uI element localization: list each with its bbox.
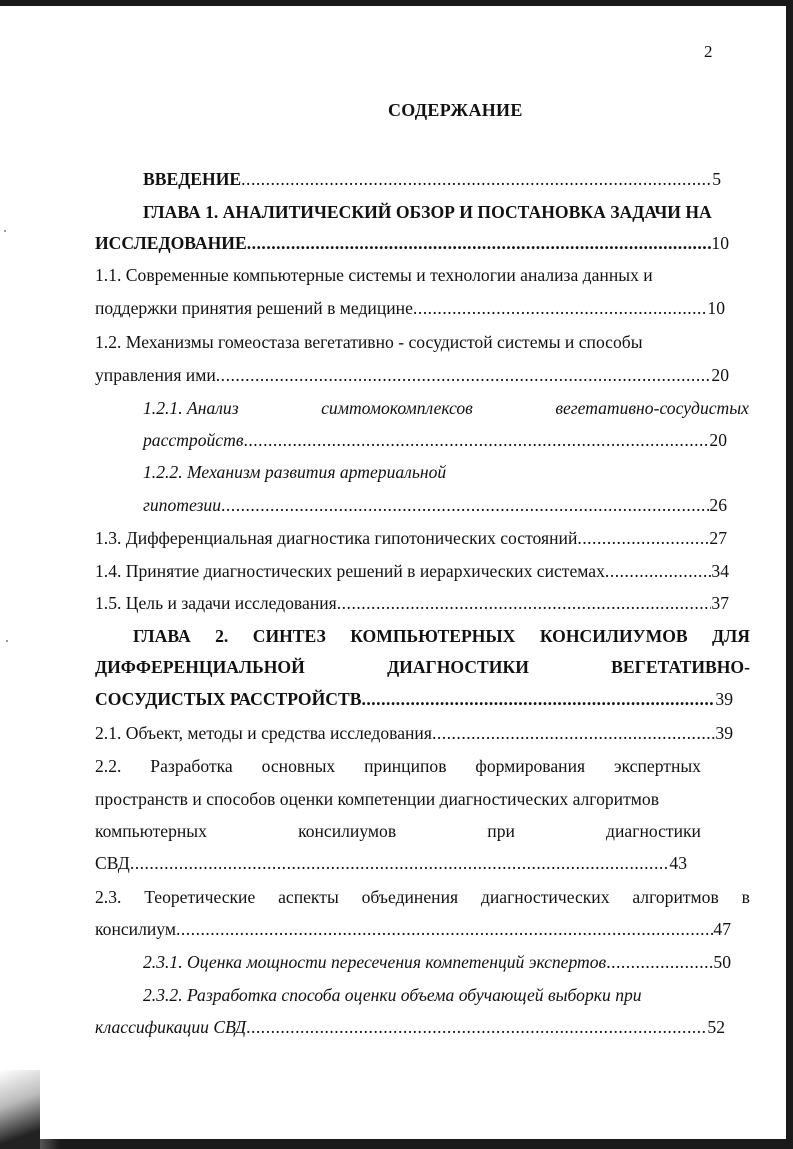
- scan-speck: [6, 640, 8, 642]
- toc-word: КОМПЬЮТЕРНЫХ: [350, 626, 516, 646]
- toc-page-number: 20: [711, 365, 729, 385]
- scan-border-top: [0, 0, 793, 6]
- toc-word: принципов: [364, 756, 447, 776]
- toc-subsection-2-3-2-line1: 2.3.2. Разработка способа оценки объема обучающей выборки при: [143, 985, 642, 1005]
- toc-section-2-2-line3: [95, 820, 701, 842]
- toc-page-number: 52: [707, 1017, 725, 1037]
- toc-chapter-1-line1: ГЛАВА 1. АНАЛИТИЧЕСКИЙ ОБЗОР И ПОСТАНОВКА ЗАДАЧИ НА: [143, 202, 712, 222]
- dot-leader: [361, 688, 715, 710]
- toc-word: диагностики: [606, 821, 701, 841]
- toc-word: вегетативно-сосудистых: [555, 398, 749, 418]
- toc-page-number: 10: [711, 233, 729, 253]
- toc-section-2-3-line2: [95, 918, 731, 940]
- toc-page-number: 37: [711, 593, 729, 613]
- toc-page-number: 50: [713, 952, 731, 972]
- toc-word: 2.2.: [95, 756, 122, 776]
- dot-leader: [246, 1016, 707, 1038]
- toc-subsection-1-2-2-line2: [143, 494, 727, 516]
- toc-page-number: 43: [669, 853, 687, 873]
- toc-entry-text: гипотезии: [143, 495, 221, 515]
- toc-entry-text: 2.1. Объект, методы и средства исследования: [95, 723, 432, 743]
- toc-section-1-2-line2: [95, 364, 729, 386]
- toc-chapter-2-line3: [95, 688, 733, 710]
- dot-leader: [606, 951, 713, 973]
- toc-word: СИНТЕЗ: [252, 626, 326, 646]
- toc-word: 1.2.1. Анализ: [143, 398, 239, 418]
- scan-border-right: [786, 0, 793, 1149]
- dot-leader: [432, 722, 715, 744]
- toc-section-1-1-line2: [95, 297, 725, 319]
- toc-word: объединения: [361, 887, 459, 907]
- toc-section-2-1: [95, 722, 733, 744]
- dot-leader: [413, 297, 707, 319]
- toc-word: КОНСИЛИУМОВ: [539, 626, 688, 646]
- toc-subsection-2-3-2-line2: [95, 1016, 725, 1038]
- toc-entry-text: 1.4. Принятие диагностических решений в иерархических системах: [95, 561, 605, 581]
- scan-border-bottom: [0, 1139, 793, 1149]
- dot-leader: [577, 527, 709, 549]
- toc-word: 2.3.: [95, 887, 122, 907]
- toc-page-number: 20: [709, 430, 727, 450]
- toc-subsection-1-2-1-line1: [143, 397, 749, 419]
- toc-word: консилиумов: [298, 821, 397, 841]
- toc-page-number: 5: [712, 169, 721, 189]
- toc-entry-text: 2.3.1. Оценка мощности пересечения компетенций экспертов: [143, 952, 607, 972]
- toc-page-number: 47: [713, 919, 731, 939]
- toc-word: ДИФФЕРЕНЦИАЛЬНОЙ: [95, 657, 305, 677]
- toc-page-number: 26: [709, 495, 727, 515]
- toc-entry-text: управления ими: [95, 365, 216, 385]
- toc-word: экспертных: [614, 756, 701, 776]
- toc-entry-text: расстройств: [143, 430, 244, 450]
- toc-entry-text: ВВЕДЕНИЕ: [143, 169, 242, 189]
- toc-page-number: 34: [711, 561, 729, 581]
- toc-subsection-1-2-1-line2: [143, 429, 727, 451]
- toc-word: компьютерных: [95, 821, 207, 841]
- page-number: 2: [704, 42, 713, 61]
- toc-section-1-5: [95, 592, 729, 614]
- toc-entry-text: СВД: [95, 853, 130, 873]
- toc-page-number: 27: [709, 528, 727, 548]
- toc-word: алгоритмов: [632, 887, 719, 907]
- dot-leader: [243, 429, 709, 451]
- toc-entry-text: 1.3. Дифференциальная диагностика гипотонических состояний: [95, 528, 578, 548]
- dot-leader: [337, 592, 712, 614]
- toc-word: ГЛАВА: [133, 626, 191, 646]
- toc-entry-text: консилиум: [95, 919, 176, 939]
- toc-entry-text: 1.5. Цель и задачи исследования: [95, 593, 337, 613]
- scan-shadow-corner: [0, 1070, 40, 1149]
- page-title: СОДЕРЖАНИЕ: [388, 100, 523, 120]
- toc-word: основных: [261, 756, 336, 776]
- toc-word: формирования: [475, 756, 586, 776]
- dot-leader: [221, 494, 709, 516]
- toc-subsection-2-3-1: [143, 951, 731, 973]
- toc-subsection-1-2-2-line1: 1.2.2. Механизм развития артериальной: [143, 462, 447, 482]
- toc-word: ВЕГЕТАТИВНО-: [611, 657, 750, 677]
- toc-word: Разработка: [150, 756, 233, 776]
- toc-word: ДЛЯ: [712, 626, 750, 646]
- toc-section-1-4: [95, 560, 729, 582]
- toc-word: симтомокомплексов: [321, 398, 473, 418]
- toc-entry-text: СОСУДИСТЫХ РАССТРОЙСТВ: [95, 689, 362, 709]
- toc-section-2-2-line1: [95, 755, 701, 777]
- dot-leader: [130, 852, 670, 874]
- toc-section-2-2-line4: [95, 852, 687, 874]
- dot-leader: [605, 560, 711, 582]
- toc-page-number: 10: [707, 298, 725, 318]
- toc-chapter-1-line2: [95, 232, 729, 254]
- toc-entry-introduction: [143, 168, 721, 190]
- toc-word: диагностических: [480, 887, 610, 907]
- dot-leader: [216, 364, 712, 386]
- toc-page-number: 39: [715, 689, 733, 709]
- toc-section-2-2-line2: пространств и способов оценки компетенции диагностических алгоритмов: [95, 789, 660, 809]
- dot-leader: [176, 918, 713, 940]
- dot-leader: [241, 168, 712, 190]
- toc-word: 2.: [215, 626, 229, 646]
- toc-word: при: [487, 821, 515, 841]
- toc-page-number: 39: [715, 723, 733, 743]
- toc-section-1-2-line1: 1.2. Механизмы гомеостаза вегетативно - сосудистой системы и способы: [95, 332, 643, 352]
- toc-section-1-1-line1: 1.1. Современные компьютерные системы и технологии анализа данных и: [95, 265, 653, 285]
- dot-leader: [247, 232, 712, 254]
- toc-word: аспекты: [278, 887, 339, 907]
- toc-entry-text: классификации СВД: [95, 1017, 247, 1037]
- scan-speck: [4, 230, 6, 232]
- toc-entry-text: поддержки принятия решений в медицине: [95, 298, 413, 318]
- toc-chapter-2-line2: [95, 656, 750, 678]
- toc-word: в: [741, 887, 750, 907]
- toc-word: Теоретические: [144, 887, 256, 907]
- toc-section-2-3-line1: [95, 886, 750, 908]
- toc-entry-text: ИССЛЕДОВАНИЕ: [95, 233, 247, 253]
- toc-section-1-3: [95, 527, 727, 549]
- toc-chapter-2-line1: [133, 625, 750, 647]
- toc-word: ДИАГНОСТИКИ: [387, 657, 529, 677]
